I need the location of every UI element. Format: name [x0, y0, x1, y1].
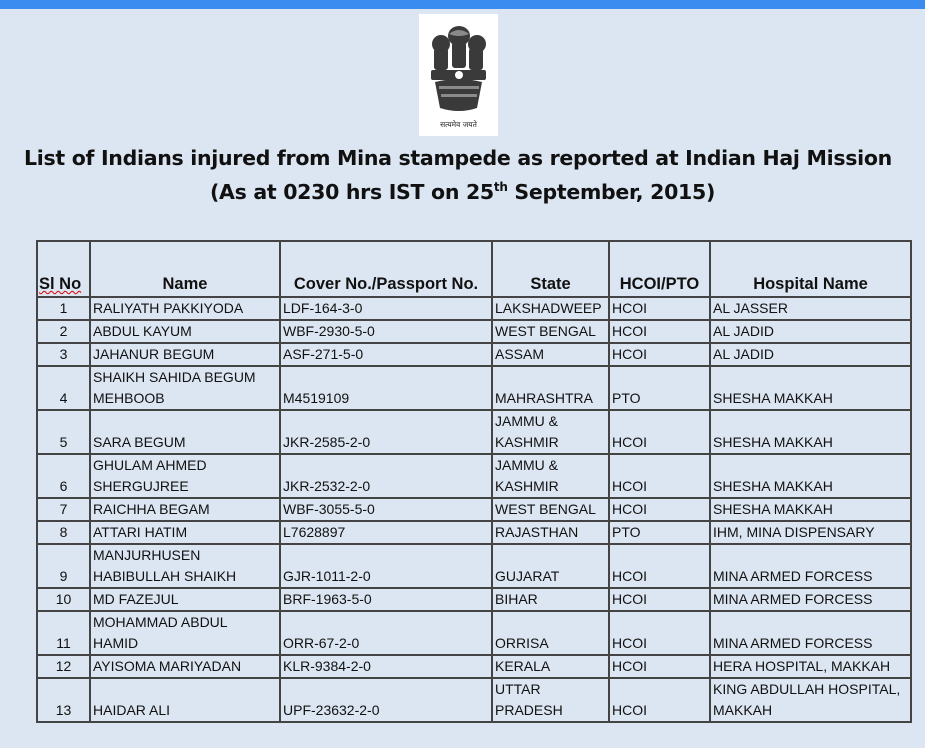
cell-line: IHM, MINA DISPENSARY [713, 524, 875, 540]
cell-hcoi-pto: HCOI [609, 454, 710, 498]
cell-name [90, 366, 280, 410]
header-hospital-name: Hospital Name [710, 241, 911, 297]
cell-sl-no: 4 [37, 366, 90, 410]
cell-hcoi-pto: HCOI [609, 544, 710, 588]
cell-sl-no: 12 [37, 655, 90, 678]
header-sl-no: Sl No [37, 241, 90, 297]
cell-name [90, 678, 280, 722]
cell-line: SHESHA MAKKAH [713, 501, 833, 517]
table-row [37, 521, 911, 544]
cell-sl-no: 11 [37, 611, 90, 655]
cell-line: HERA HOSPITAL, MAKKAH [713, 658, 891, 674]
cell-state [492, 544, 609, 588]
cell-name [90, 611, 280, 655]
cell-line: HABIBULLAH SHAIKH [93, 568, 237, 584]
cell-hcoi-pto: HCOI [609, 410, 710, 454]
table-row [37, 498, 911, 521]
cell-line: SHAIKH SAHIDA BEGUM [93, 369, 256, 385]
cell-line: ORRISA [495, 635, 549, 651]
cell-line: JAHANUR BEGUM [93, 346, 215, 362]
cell-line: MINA ARMED FORCESS [713, 568, 873, 584]
cell-cover-no: WBF-3055-5-0 [280, 498, 492, 521]
subtitle-prefix: (As at 0230 hrs IST on 25 [209, 180, 494, 204]
cell-hospital [710, 297, 911, 320]
cell-line: GUJARAT [495, 568, 560, 584]
cell-hcoi-pto: HCOI [609, 297, 710, 320]
cell-hospital [710, 343, 911, 366]
cell-line: HAIDAR ALI [93, 702, 171, 718]
cell-state [492, 655, 609, 678]
cell-name [90, 521, 280, 544]
cell-line: KASHMIR [495, 434, 559, 450]
header-name: Name [90, 241, 280, 297]
cell-hospital [710, 410, 911, 454]
cell-name [90, 343, 280, 366]
subtitle-suffix: September, 2015) [507, 180, 716, 204]
cell-hcoi-pto: PTO [609, 366, 710, 410]
cell-hospital [710, 544, 911, 588]
cell-name [90, 655, 280, 678]
cell-cover-no: JKR-2532-2-0 [280, 454, 492, 498]
cell-state [492, 410, 609, 454]
cell-state [492, 498, 609, 521]
cell-line: MINA ARMED FORCESS [713, 591, 873, 607]
cell-cover-no: LDF-164-3-0 [280, 297, 492, 320]
cell-name [90, 454, 280, 498]
cell-hcoi-pto: HCOI [609, 611, 710, 655]
cell-sl-no: 8 [37, 521, 90, 544]
emblem-caption: सत्यमेव जयते [440, 120, 477, 129]
cell-cover-no: BRF-1963-5-0 [280, 588, 492, 611]
cell-state [492, 297, 609, 320]
cell-line: AL JADID [713, 346, 774, 362]
cell-line: ABDUL KAYUM [93, 323, 192, 339]
cell-sl-no: 9 [37, 544, 90, 588]
cell-line: AL JADID [713, 323, 774, 339]
cell-line: MAHRASHTRA [495, 390, 594, 406]
cell-line: PRADESH [495, 702, 563, 718]
cell-hospital [710, 521, 911, 544]
cell-sl-no: 6 [37, 454, 90, 498]
cell-hcoi-pto: HCOI [609, 498, 710, 521]
cell-sl-no: 2 [37, 320, 90, 343]
cell-sl-no: 7 [37, 498, 90, 521]
cell-name [90, 297, 280, 320]
cell-line: RALIYATH PAKKIYODA [93, 300, 244, 316]
cell-line: SHESHA MAKKAH [713, 478, 833, 494]
table-row [37, 655, 911, 678]
page-title: List of Indians injured from Mina stampede as reported at Indian Haj Mission [24, 146, 892, 170]
cell-sl-no: 1 [37, 297, 90, 320]
cell-sl-no: 13 [37, 678, 90, 722]
table-row [37, 343, 911, 366]
cell-state [492, 343, 609, 366]
cell-hcoi-pto: PTO [609, 521, 710, 544]
cell-line: HAMID [93, 635, 139, 651]
cell-hospital [710, 320, 911, 343]
cell-cover-no: L7628897 [280, 521, 492, 544]
cell-sl-no: 5 [37, 410, 90, 454]
top-accent-bar [0, 0, 925, 9]
cell-line: WEST BENGAL [495, 501, 596, 517]
cell-hcoi-pto: HCOI [609, 588, 710, 611]
lion-capital-emblem-icon [419, 14, 498, 136]
injured-list-table [36, 240, 912, 723]
cell-line: JAMMU & [495, 457, 558, 473]
cell-cover-no: GJR-1011-2-0 [280, 544, 492, 588]
cell-line: WEST BENGAL [495, 323, 596, 339]
cell-line: ASSAM [495, 346, 545, 362]
cell-state [492, 678, 609, 722]
cell-line: MANJURHUSEN [93, 547, 201, 563]
cell-line: KING ABDULLAH HOSPITAL, [713, 681, 901, 697]
cell-line: AL JASSER [713, 300, 788, 316]
cell-line: MOHAMMAD ABDUL [93, 614, 228, 630]
cell-line: SARA BEGUM [93, 434, 186, 450]
cell-hospital [710, 366, 911, 410]
cell-state [492, 320, 609, 343]
table-row [37, 678, 911, 722]
cell-name [90, 320, 280, 343]
table-row [37, 366, 911, 410]
cell-hcoi-pto: HCOI [609, 320, 710, 343]
cell-hospital [710, 454, 911, 498]
cell-line: MEHBOOB [93, 390, 165, 406]
cell-state [492, 454, 609, 498]
cell-cover-no: ASF-271-5-0 [280, 343, 492, 366]
header-state: State [492, 241, 609, 297]
cell-line: SHESHA MAKKAH [713, 434, 833, 450]
cell-hospital [710, 655, 911, 678]
cell-cover-no: UPF-23632-2-0 [280, 678, 492, 722]
cell-state [492, 611, 609, 655]
cell-state [492, 366, 609, 410]
cell-cover-no: M4519109 [280, 366, 492, 410]
cell-line: RAICHHA BEGAM [93, 501, 210, 517]
table-row [37, 611, 911, 655]
header-cover-passport: Cover No./Passport No. [280, 241, 492, 297]
cell-state [492, 588, 609, 611]
cell-line: RAJASTHAN [495, 524, 579, 540]
page-subtitle [0, 180, 925, 204]
cell-line: SHERGUJREE [93, 478, 189, 494]
cell-hcoi-pto: HCOI [609, 343, 710, 366]
cell-line: KERALA [495, 658, 551, 674]
header-hcoi-pto: HCOI/PTO [609, 241, 710, 297]
table-row [37, 320, 911, 343]
cell-hospital [710, 498, 911, 521]
cell-line: GHULAM AHMED [93, 457, 207, 473]
table-row [37, 544, 911, 588]
subtitle-superscript: th [493, 180, 508, 194]
cell-name [90, 544, 280, 588]
cell-line: BIHAR [495, 591, 538, 607]
cell-name [90, 498, 280, 521]
cell-line: MD FAZEJUL [93, 591, 179, 607]
cell-line: SHESHA MAKKAH [713, 390, 833, 406]
cell-name [90, 588, 280, 611]
cell-sl-no: 3 [37, 343, 90, 366]
cell-hospital [710, 611, 911, 655]
cell-cover-no: WBF-2930-5-0 [280, 320, 492, 343]
cell-cover-no: ORR-67-2-0 [280, 611, 492, 655]
cell-line: MAKKAH [713, 702, 773, 718]
table-row [37, 297, 911, 320]
cell-line: MINA ARMED FORCESS [713, 635, 873, 651]
cell-cover-no: JKR-2585-2-0 [280, 410, 492, 454]
cell-cover-no: KLR-9384-2-0 [280, 655, 492, 678]
cell-state [492, 521, 609, 544]
cell-name [90, 410, 280, 454]
table-row [37, 454, 911, 498]
table-row [37, 588, 911, 611]
cell-line: LAKSHADWEEP [495, 300, 602, 316]
cell-hospital [710, 678, 911, 722]
cell-hcoi-pto: HCOI [609, 655, 710, 678]
national-emblem-logo [419, 14, 498, 136]
cell-line: KASHMIR [495, 478, 559, 494]
table-row [37, 410, 911, 454]
cell-line: ATTARI HATIM [93, 524, 188, 540]
cell-line: JAMMU & [495, 413, 558, 429]
table-header-row [37, 241, 911, 297]
cell-line: AYISOMA MARIYADAN [93, 658, 242, 674]
cell-sl-no: 10 [37, 588, 90, 611]
cell-hospital [710, 588, 911, 611]
cell-hcoi-pto: HCOI [609, 678, 710, 722]
cell-line: UTTAR [495, 681, 541, 697]
